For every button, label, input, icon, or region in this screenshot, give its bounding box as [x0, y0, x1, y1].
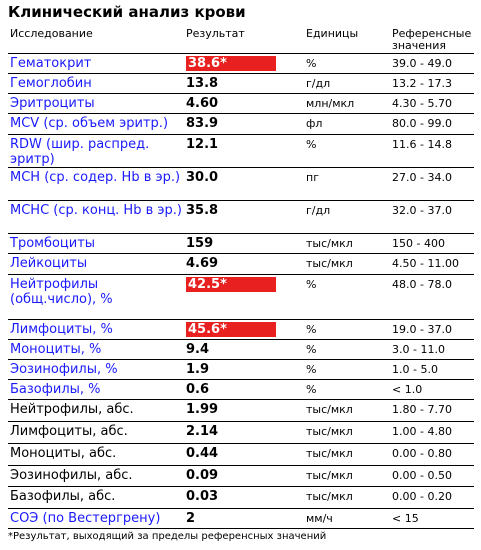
unit-cell: мм/ч [304, 509, 390, 529]
table-row [8, 54, 474, 74]
table-row [8, 275, 474, 320]
unit-cell: % [304, 135, 390, 168]
unit-cell: % [304, 320, 390, 340]
header-test: Исследование [8, 26, 184, 54]
unit-cell: млн/мкл [304, 94, 390, 114]
result-cell: 9.4 [184, 340, 304, 360]
table-row [8, 94, 474, 114]
results-table [8, 26, 474, 529]
result-cell: 0.44 [184, 444, 304, 466]
result-cell: 159 [184, 234, 304, 254]
test-name-link[interactable]: Базофилы, % [8, 380, 184, 400]
unit-cell: тыс/мкл [304, 466, 390, 487]
table-row [8, 234, 474, 254]
reference-cell: 11.6 - 14.8 [390, 135, 474, 168]
table-row [8, 380, 474, 400]
reference-cell: 27.0 - 34.0 [390, 168, 474, 201]
reference-cell: 1.00 - 4.80 [390, 422, 474, 444]
reference-cell: 4.50 - 11.00 [390, 254, 474, 275]
result-cell: 4.60 [184, 94, 304, 114]
reference-cell: 48.0 - 78.0 [390, 275, 474, 320]
unit-cell: % [304, 54, 390, 74]
result-cell [184, 54, 304, 74]
test-name-link[interactable]: Лимфоциты, % [8, 320, 184, 340]
table-row [8, 400, 474, 422]
unit-cell: тыс/мкл [304, 444, 390, 466]
reference-cell: 150 - 400 [390, 234, 474, 254]
table-header-row [8, 26, 474, 54]
header-units: Единицы [304, 26, 390, 54]
result-cell: 1.99 [184, 400, 304, 422]
test-name-link[interactable]: Гематокрит [8, 54, 184, 74]
results-body [8, 54, 474, 529]
result-cell: 0.03 [184, 487, 304, 509]
table-row [8, 509, 474, 529]
result-cell: 13.8 [184, 74, 304, 94]
result-cell [184, 320, 304, 340]
table-row [8, 74, 474, 94]
table-row [8, 114, 474, 135]
result-cell: 35.8 [184, 201, 304, 234]
result-cell: 2 [184, 509, 304, 529]
unit-cell: фл [304, 114, 390, 135]
table-row [8, 168, 474, 201]
result-cell: 2.14 [184, 422, 304, 444]
test-name: Моноциты, абс. [8, 444, 184, 466]
reference-cell: < 1.0 [390, 380, 474, 400]
reference-cell: 39.0 - 49.0 [390, 54, 474, 74]
out-of-range-value: 38.6* [186, 56, 276, 71]
table-row [8, 422, 474, 444]
result-cell: 30.0 [184, 168, 304, 201]
test-name: Эозинофилы, абс. [8, 466, 184, 487]
reference-cell: < 15 [390, 509, 474, 529]
reference-cell: 4.30 - 5.70 [390, 94, 474, 114]
test-name: Базофилы, абс. [8, 487, 184, 509]
table-row [8, 444, 474, 466]
reference-cell: 0.00 - 0.50 [390, 466, 474, 487]
unit-cell: г/дл [304, 74, 390, 94]
report-title: Клинический анализ крови [8, 3, 246, 21]
reference-cell: 80.0 - 99.0 [390, 114, 474, 135]
reference-cell: 32.0 - 37.0 [390, 201, 474, 234]
table-row [8, 340, 474, 360]
unit-cell: % [304, 340, 390, 360]
test-name: Нейтрофилы, абс. [8, 400, 184, 422]
unit-cell: тыс/мкл [304, 487, 390, 509]
test-name-link[interactable]: Тромбоциты [8, 234, 184, 254]
table-row [8, 201, 474, 234]
test-name: Лимфоциты, абс. [8, 422, 184, 444]
test-name-link[interactable]: RDW (шир. распред. эритр) [8, 135, 184, 168]
result-cell: 83.9 [184, 114, 304, 135]
unit-cell: тыс/мкл [304, 234, 390, 254]
table-row [8, 254, 474, 275]
reference-cell: 19.0 - 37.0 [390, 320, 474, 340]
unit-cell: % [304, 360, 390, 380]
reference-cell: 3.0 - 11.0 [390, 340, 474, 360]
result-cell: 0.09 [184, 466, 304, 487]
test-name-link[interactable]: Эритроциты [8, 94, 184, 114]
table-row [8, 466, 474, 487]
unit-cell: % [304, 275, 390, 320]
header-result: Результат [184, 26, 304, 54]
unit-cell: г/дл [304, 201, 390, 234]
unit-cell: тыс/мкл [304, 422, 390, 444]
test-name-link[interactable]: Нейтрофилы (общ.число), % [8, 275, 184, 320]
result-cell: 0.6 [184, 380, 304, 400]
footnote: *Результат, выходящий за пределы референсных значений [8, 531, 327, 542]
reference-cell: 13.2 - 17.3 [390, 74, 474, 94]
table-row [8, 135, 474, 168]
reference-cell: 0.00 - 0.80 [390, 444, 474, 466]
test-name-link[interactable]: Гемоглобин [8, 74, 184, 94]
test-name-link[interactable]: MCV (ср. объем эритр.) [8, 114, 184, 135]
unit-cell: тыс/мкл [304, 400, 390, 422]
unit-cell: пг [304, 168, 390, 201]
result-cell: 1.9 [184, 360, 304, 380]
header-reference: Референсные значения [390, 26, 474, 54]
unit-cell: % [304, 380, 390, 400]
test-name-link[interactable]: СОЭ (по Вестергрену) [8, 509, 184, 529]
out-of-range-value: 42.5* [186, 277, 276, 292]
unit-cell: тыс/мкл [304, 254, 390, 275]
test-name-link[interactable]: Эозинофилы, % [8, 360, 184, 380]
table-row [8, 487, 474, 509]
test-name-link[interactable]: MCHC (ср. конц. Hb в эр.) [8, 201, 184, 234]
reference-cell: 0.00 - 0.20 [390, 487, 474, 509]
test-name-link[interactable]: Лейкоциты [8, 254, 184, 275]
result-cell [184, 275, 304, 320]
test-name-link[interactable]: Моноциты, % [8, 340, 184, 360]
out-of-range-value: 45.6* [186, 322, 276, 337]
reference-cell: 1.0 - 5.0 [390, 360, 474, 380]
result-cell: 12.1 [184, 135, 304, 168]
test-name-link[interactable]: MCH (ср. содер. Hb в эр.) [8, 168, 184, 201]
result-cell: 4.69 [184, 254, 304, 275]
reference-cell: 1.80 - 7.70 [390, 400, 474, 422]
table-row [8, 360, 474, 380]
table-row [8, 320, 474, 340]
